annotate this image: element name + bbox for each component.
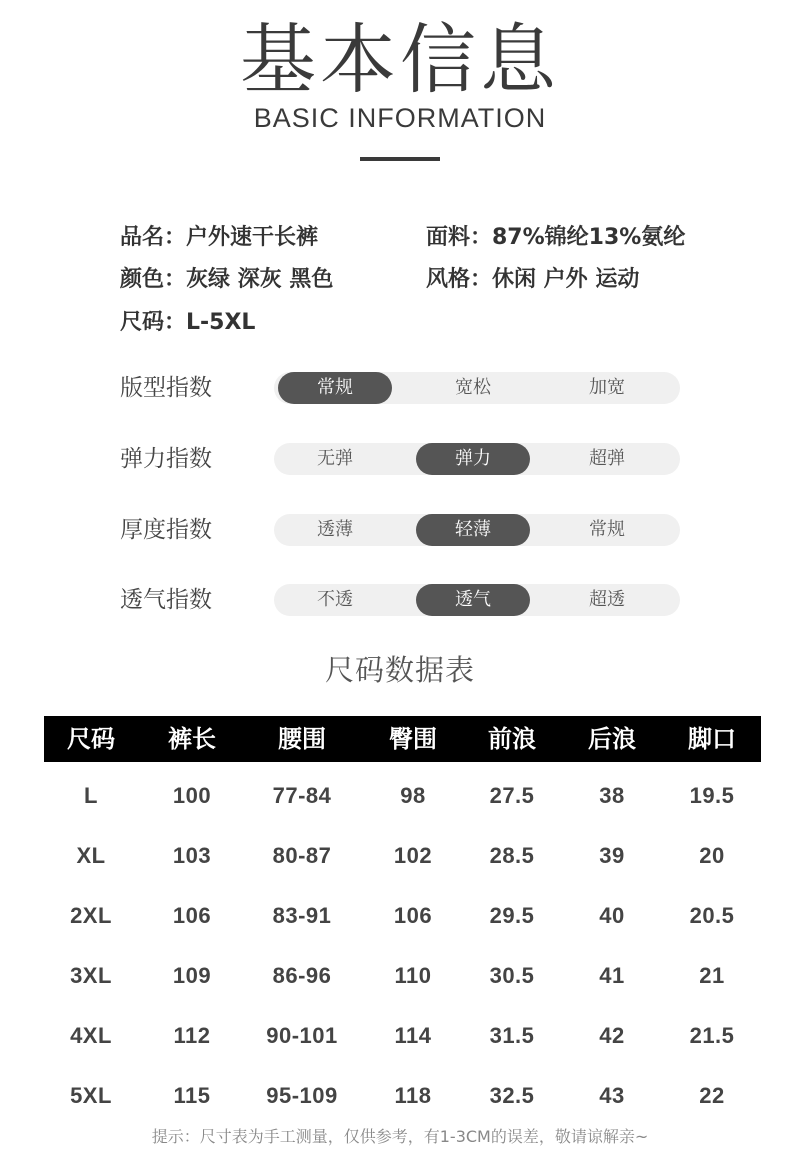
- index-option: 宽松: [455, 377, 491, 398]
- table-cell: 115: [173, 1083, 211, 1108]
- info-product-name: 品名：户外速干长裤: [120, 225, 319, 250]
- index-option: 透薄: [317, 519, 353, 540]
- table-cell: XL: [76, 843, 106, 868]
- index-option-selected: 轻薄: [416, 514, 530, 546]
- table-cell: 19.5: [689, 783, 735, 808]
- info-size: 尺码：L-5XL: [120, 310, 256, 335]
- table-cell: 100: [172, 783, 212, 808]
- table-cell: 20.5: [689, 903, 735, 928]
- table-cell: 21: [699, 963, 725, 988]
- table-row: [0, 836, 800, 876]
- table-header-cell: 脚口: [688, 725, 736, 753]
- table-cell: 77-84: [272, 783, 332, 808]
- table-cell: 22: [699, 1083, 725, 1108]
- index-option-selected: 透气: [416, 584, 530, 616]
- table-cell: 28.5: [489, 843, 535, 868]
- index-option: 不透: [317, 589, 353, 610]
- table-cell: L: [84, 783, 98, 808]
- table-cell: 29.5: [489, 903, 535, 928]
- table-cell: 95-109: [266, 1083, 338, 1108]
- index-option-selected: 常规: [278, 372, 392, 404]
- index-option-selected: 弹力: [416, 443, 530, 475]
- index-track: [274, 514, 680, 546]
- table-row: [0, 1076, 800, 1116]
- table-cell: 90-101: [266, 1023, 338, 1048]
- table-cell: 106: [172, 903, 212, 928]
- table-cell: 103: [172, 843, 212, 868]
- title-divider: [360, 157, 440, 161]
- table-cell: 5XL: [70, 1083, 112, 1108]
- page-subtitle: BASIC INFORMATION: [253, 103, 547, 133]
- index-label: 厚度指数: [120, 517, 212, 543]
- info-fabric: 面料：87%锦纶13%氨纶: [426, 225, 686, 250]
- table-row: [0, 896, 800, 936]
- info-style: 风格：休闲 户外 运动: [426, 267, 640, 292]
- table-cell: 112: [173, 1023, 211, 1048]
- index-track: [274, 372, 680, 404]
- table-cell: 20: [699, 843, 725, 868]
- table-cell: 41: [599, 963, 625, 988]
- table-header-cell: 前浪: [488, 725, 536, 753]
- table-cell: 114: [394, 1023, 432, 1048]
- table-cell: 30.5: [489, 963, 535, 988]
- index-row: [0, 368, 800, 408]
- table-cell: 31.5: [489, 1023, 535, 1048]
- table-cell: 27.5: [489, 783, 535, 808]
- table-cell: 118: [394, 1083, 432, 1108]
- table-header-cell: 腰围: [278, 725, 326, 753]
- table-cell: 2XL: [70, 903, 112, 928]
- index-option: 超透: [589, 589, 625, 610]
- table-cell: 109: [172, 963, 212, 988]
- table-header-cell: 后浪: [588, 725, 636, 753]
- index-label: 弹力指数: [120, 446, 212, 472]
- table-cell: 43: [599, 1083, 625, 1108]
- index-option: 加宽: [589, 377, 625, 398]
- table-header-cell: 裤长: [168, 725, 216, 753]
- table-cell: 32.5: [489, 1083, 535, 1108]
- size-table-header: [44, 716, 761, 762]
- table-cell: 4XL: [70, 1023, 112, 1048]
- table-cell: 42: [599, 1023, 625, 1048]
- info-color: 颜色：灰绿 深灰 黑色: [120, 267, 334, 292]
- table-cell: 83-91: [272, 903, 332, 928]
- table-row: [0, 776, 800, 816]
- index-option: 超弹: [589, 448, 625, 469]
- table-header-cell: 臀围: [389, 725, 437, 753]
- index-label: 透气指数: [120, 587, 212, 613]
- table-cell: 86-96: [272, 963, 332, 988]
- page-title: 基本信息: [240, 15, 560, 104]
- table-cell: 3XL: [70, 963, 112, 988]
- table-cell: 80-87: [272, 843, 332, 868]
- table-cell: 110: [394, 963, 432, 988]
- index-option: 常规: [589, 519, 625, 540]
- measurement-note: 提示：尺寸表为手工测量，仅供参考，有1-3CM的误差，敬请谅解亲~: [151, 1127, 649, 1146]
- index-option: 无弹: [317, 448, 353, 469]
- index-label: 版型指数: [120, 375, 212, 401]
- table-cell: 106: [393, 903, 433, 928]
- index-track: [274, 584, 680, 616]
- index-track: [274, 443, 680, 475]
- index-row: [0, 510, 800, 550]
- table-cell: 38: [599, 783, 625, 808]
- table-row: [0, 956, 800, 996]
- table-cell: 102: [393, 843, 433, 868]
- index-row: [0, 580, 800, 620]
- table-header-cell: 尺码: [67, 725, 115, 753]
- table-cell: 40: [599, 903, 625, 928]
- table-cell: 21.5: [689, 1023, 735, 1048]
- table-cell: 39: [599, 843, 625, 868]
- size-table-title: 尺码数据表: [324, 653, 475, 687]
- table-row: [0, 1016, 800, 1056]
- table-cell: 98: [400, 783, 426, 808]
- index-row: [0, 439, 800, 479]
